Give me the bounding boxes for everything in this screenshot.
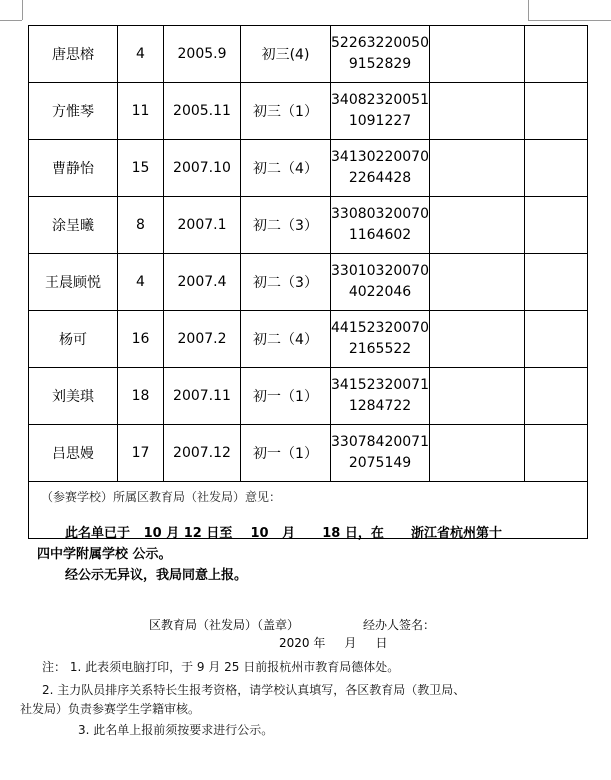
birth-date: 2007.11 <box>164 368 241 425</box>
blank-cell <box>429 197 524 254</box>
blank-cell <box>429 83 524 140</box>
birth-date: 2007.1 <box>164 197 241 254</box>
id-number-part: 34082320051 <box>331 92 429 108</box>
rank-number: 4 <box>118 254 164 311</box>
table-row <box>29 254 588 311</box>
handler-signature-label: 经办人签名： <box>363 618 436 632</box>
student-name: 方惟琴 <box>29 83 118 140</box>
rank-number: 17 <box>118 425 164 482</box>
id-number <box>331 26 430 83</box>
crop-mark <box>0 20 22 21</box>
crop-mark <box>22 0 23 20</box>
student-name: 杨可 <box>29 311 118 368</box>
grade-class: 初一（1） <box>241 425 331 482</box>
id-number <box>331 197 430 254</box>
blank-cell <box>429 425 524 482</box>
id-number <box>331 311 430 368</box>
id-number <box>331 254 430 311</box>
rank-number: 18 <box>118 368 164 425</box>
table-row <box>29 368 588 425</box>
blank-cell <box>429 26 524 83</box>
publicity-school: 四中学附属学校 公示。 <box>37 547 172 562</box>
birth-date: 2007.4 <box>164 254 241 311</box>
id-number-part: 9152829 <box>348 56 412 72</box>
grade-class: 初二（3） <box>241 254 331 311</box>
publicity-statement: 此名单已于 10 月 12 日至 10 月 18 日，在 浙江省杭州第十 <box>65 526 503 541</box>
student-name: 唐思榕 <box>29 26 118 83</box>
crop-mark <box>528 20 611 21</box>
grade-class: 初二（4） <box>241 140 331 197</box>
blank-cell <box>524 83 587 140</box>
id-number <box>331 425 430 482</box>
table-row <box>29 26 588 83</box>
grade-class: 初二（3） <box>241 197 331 254</box>
note-2-line-1: 2. 主力队员排序关系特长生报考资格，请学校认真填写，各区教育局（教卫局、 <box>42 683 466 697</box>
student-table <box>28 25 588 650</box>
id-number-part: 33078420071 <box>331 434 429 450</box>
rank-number: 8 <box>118 197 164 254</box>
student-name: 曹静怡 <box>29 140 118 197</box>
birth-date: 2007.2 <box>164 311 241 368</box>
birth-date: 2005.11 <box>164 83 241 140</box>
grade-class: 初二（4） <box>241 311 331 368</box>
table-row <box>29 197 588 254</box>
opinion-cell <box>29 482 588 650</box>
table-row <box>29 140 588 197</box>
id-number-part: 33010320070 <box>331 263 429 279</box>
grade-class: 初三（1） <box>241 83 331 140</box>
blank-cell <box>429 140 524 197</box>
rank-number: 15 <box>118 140 164 197</box>
rank-number: 16 <box>118 311 164 368</box>
id-number-part: 2264428 <box>348 170 412 186</box>
blank-cell <box>524 140 587 197</box>
student-name: 王晨顾悦 <box>29 254 118 311</box>
blank-cell <box>429 311 524 368</box>
table-row <box>29 311 588 368</box>
birth-date: 2005.9 <box>164 26 241 83</box>
id-number-part: 34152320071 <box>331 377 429 393</box>
blank-cell <box>429 254 524 311</box>
student-name: 涂呈曦 <box>29 197 118 254</box>
id-number-part: 2075149 <box>348 455 412 471</box>
grade-class: 初三(4) <box>241 26 331 83</box>
crop-mark <box>528 0 529 20</box>
seal-label: 区教育局（社发局）（盖章） <box>149 618 300 632</box>
opinion-row <box>29 482 588 539</box>
table-row <box>29 83 588 140</box>
id-number-part: 1284722 <box>348 398 412 414</box>
id-number-part: 44152320070 <box>331 320 429 336</box>
opinion-heading: （参赛学校）所属区教育局（社发局）意见： <box>41 490 282 504</box>
id-number <box>331 368 430 425</box>
blank-cell <box>524 254 587 311</box>
id-number-part: 52263220050 <box>331 35 429 51</box>
blank-cell <box>524 197 587 254</box>
rank-number: 11 <box>118 83 164 140</box>
birth-date: 2007.12 <box>164 425 241 482</box>
id-number <box>331 83 430 140</box>
id-number-part: 4022046 <box>348 284 412 300</box>
blank-cell <box>429 368 524 425</box>
id-number-part: 1091227 <box>348 113 412 129</box>
id-number-part: 34130220070 <box>331 149 429 165</box>
blank-cell <box>524 425 587 482</box>
note-3: 3. 此名单上报前须按要求进行公示。 <box>78 723 274 737</box>
id-number-part: 2165522 <box>348 341 412 357</box>
blank-cell <box>524 311 587 368</box>
id-number-part: 1164602 <box>348 227 412 243</box>
approval-date: 2020 年 月 日 <box>279 636 388 650</box>
grade-class: 初一（1） <box>241 368 331 425</box>
student-name: 刘美琪 <box>29 368 118 425</box>
blank-cell <box>524 368 587 425</box>
student-name: 吕思嫚 <box>29 425 118 482</box>
id-number-part: 33080320070 <box>331 206 429 222</box>
note-2-line-2: 社发局）负责参赛学生学籍审核。 <box>20 702 201 716</box>
note-1: 注： 1. 此表须电脑打印，于 9 月 25 日前报杭州市教育局德体处。 <box>42 660 400 674</box>
blank-cell <box>524 26 587 83</box>
table-row <box>29 425 588 482</box>
rank-number: 4 <box>118 26 164 83</box>
id-number <box>331 140 430 197</box>
approval-statement: 经公示无异议，我局同意上报。 <box>65 568 248 583</box>
birth-date: 2007.10 <box>164 140 241 197</box>
